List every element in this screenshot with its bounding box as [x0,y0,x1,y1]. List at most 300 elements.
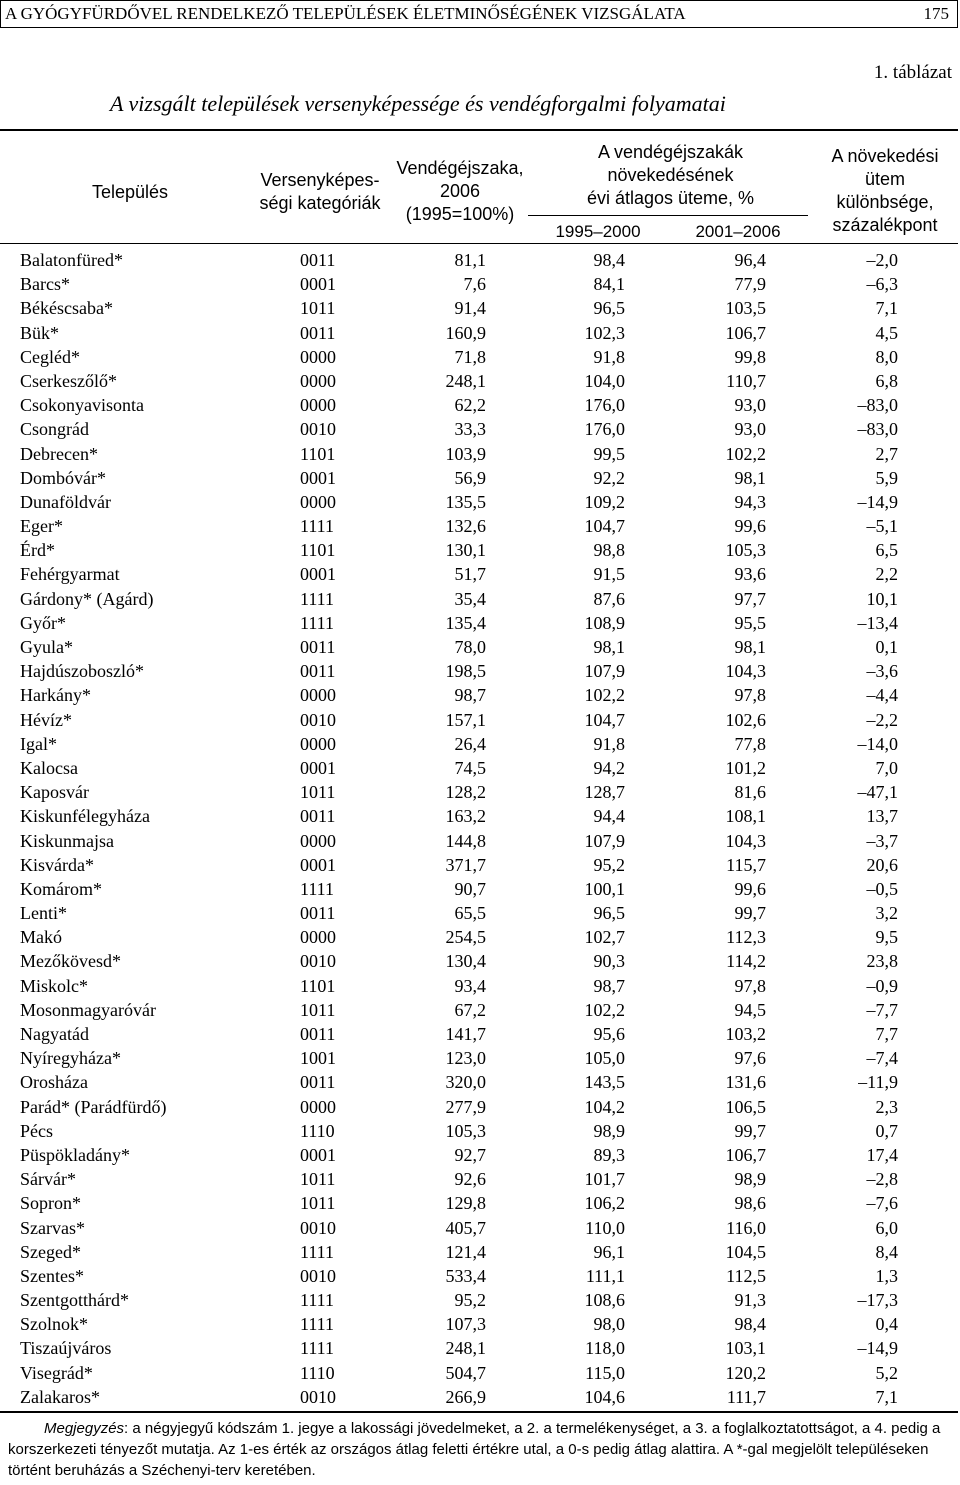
category-code: 0010 [300,951,336,972]
settlement-name: Csokonyavisonta [20,395,144,416]
nights-index: 371,7 [445,854,486,875]
growth-1995-2000: 176,0 [584,419,625,440]
table-row [0,732,958,756]
table-row [0,1070,958,1094]
growth-difference: –3,7 [866,830,898,851]
growth-difference: 7,7 [875,1024,898,1044]
growth-1995-2000: 89,3 [593,1144,625,1165]
nights-index: 105,3 [445,1120,486,1141]
growth-difference: 20,6 [866,854,898,875]
growth-difference: 13,7 [866,806,898,827]
table-row [0,1095,958,1119]
category-code: 1111 [300,878,334,899]
header-nights [385,157,535,226]
growth-1995-2000: 98,1 [593,637,625,657]
header-growth-line3: évi átlagos üteme, % [586,188,755,208]
growth-difference: –47,1 [857,782,898,803]
nights-index: 198,5 [445,661,486,682]
table-row [0,321,958,345]
growth-difference: –7,4 [866,1048,898,1069]
table-row [0,611,958,635]
growth-difference: –0,5 [866,878,898,899]
settlement-name: Harkány* [20,685,91,706]
nights-index: 533,4 [445,1265,486,1286]
growth-2001-2006: 97,7 [734,588,766,609]
category-code: 1101 [300,975,336,996]
settlement-name: Bük* [20,322,60,343]
table-row [0,829,958,853]
table-row [0,466,958,490]
table-row [0,683,958,707]
table-row [0,1167,958,1191]
settlement-name: Nagyatád [20,1024,89,1044]
nights-index: 277,9 [445,1096,486,1117]
category-code: 0000 [300,830,336,851]
category-code: 0001 [300,564,336,585]
growth-difference: –83,0 [857,419,898,440]
table-row [0,538,958,562]
growth-2001-2006: 77,9 [734,274,766,295]
table-row [0,1240,958,1264]
growth-2001-2006: 93,0 [734,419,766,440]
growth-1995-2000: 98,4 [593,250,625,270]
table-row [0,345,958,369]
category-code: 0011 [300,661,336,682]
growth-difference: 7,1 [875,1386,898,1407]
settlement-name: Sopron* [20,1193,82,1214]
category-code: 1001 [300,1048,336,1069]
header-difference-line2: ütem [864,169,906,189]
category-code: 1111 [300,1338,334,1359]
header-difference-line4: százalékpont [832,215,938,235]
table-row [0,1385,958,1409]
nights-index: 266,9 [445,1386,486,1407]
growth-1995-2000: 95,2 [593,854,625,875]
growth-2001-2006: 98,1 [734,637,766,657]
header-period-1: 1995–2000 [555,222,641,241]
category-code: 1011 [300,298,336,319]
growth-2001-2006: 97,8 [734,975,766,996]
header-top-rule [0,129,958,131]
header-difference-line3: különbsége, [836,192,934,212]
category-code: 0001 [300,467,336,488]
table-row [0,1216,958,1240]
growth-difference: 23,8 [866,951,898,972]
settlement-name: Dunaföldvár [20,491,111,512]
page-number: 175 [923,4,949,23]
header-difference-line1: A növekedési [831,146,939,166]
nights-index: 62,2 [454,395,486,416]
growth-1995-2000: 91,8 [593,733,625,754]
settlement-name: Hajdúszoboszló* [20,661,144,682]
growth-2001-2006: 81,6 [734,782,766,803]
category-code: 1011 [300,999,336,1020]
growth-difference: –2,2 [866,709,898,730]
growth-1995-2000: 104,7 [584,516,625,537]
nights-index: 81,1 [454,250,486,270]
settlement-name: Mosonmagyaróvár [20,999,156,1020]
growth-2001-2006: 99,6 [734,516,766,537]
nights-index: 130,4 [445,951,486,972]
growth-1995-2000: 96,5 [593,903,625,924]
settlement-name: Visegrád* [20,1362,93,1383]
growth-difference: –5,1 [866,516,898,537]
nights-index: 93,4 [454,975,486,996]
settlement-name: Mezőkövesd* [20,951,121,972]
category-code: 0011 [300,250,336,270]
growth-1995-2000: 115,0 [585,1362,625,1383]
settlement-name: Szolnok* [20,1314,89,1335]
table-bottom-rule [0,1411,958,1413]
growth-1995-2000: 84,1 [593,274,625,295]
growth-2001-2006: 94,3 [734,491,766,512]
growth-difference: –14,9 [857,491,898,512]
category-code: 0010 [300,1265,336,1286]
settlement-name: Komárom* [20,878,102,899]
growth-difference: –4,4 [866,685,898,706]
nights-index: 160,9 [445,322,486,343]
header-bottom-rule [0,243,958,244]
growth-2001-2006: 93,0 [734,395,766,416]
growth-1995-2000: 99,5 [593,443,625,464]
growth-difference: 6,8 [875,370,898,391]
footnote-label: Megjegyzés [44,1420,125,1437]
header-period-2: 2001–2006 [695,222,781,241]
header-category-line2: ségi kategóriák [259,193,381,213]
table-row [0,949,958,973]
growth-1995-2000: 96,1 [593,1241,625,1262]
growth-1995-2000: 128,7 [584,782,625,803]
growth-2001-2006: 108,1 [725,806,766,827]
footnote-text: : a négyjegyű kódszám 1. jegye a lakossági jövedelmeket, a 2. a termelékenységet, a 3. a foglalkoztatottságot, a 4. pedig a korszerkezeti tényezőt mutatja. Az 1-es érték az országos átlag feletti értékre utal, a 0-s pedig átlag alattira. A *-gal megjelölt településeken történt beruházás a Széchenyi-terv keretében. [8,1420,941,1479]
nights-index: 121,4 [445,1241,486,1262]
table-row [0,708,958,732]
growth-2001-2006: 99,8 [734,346,766,367]
settlement-name: Nyíregyháza* [20,1048,121,1069]
settlement-name: Kisvárda* [20,854,94,875]
growth-1995-2000: 104,2 [584,1096,625,1117]
growth-difference: 8,0 [875,346,898,367]
settlement-name: Hévíz* [20,709,72,730]
settlement-name: Tiszaújváros [20,1338,112,1359]
category-code: 0010 [300,419,336,440]
settlement-name: Csongrád [20,419,89,440]
nights-index: 405,7 [445,1217,486,1238]
growth-2001-2006: 103,5 [725,298,766,319]
category-code: 1101 [300,540,336,561]
footnote-paragraph [8,1418,954,1481]
table-row [0,877,958,901]
table-row [0,272,958,296]
nights-index: 163,2 [445,806,486,827]
growth-1995-2000: 143,5 [584,1072,625,1093]
growth-difference: –6,3 [866,274,898,295]
growth-1995-2000: 94,4 [593,806,625,827]
settlement-name: Miskolc* [20,975,89,996]
category-code: 1011 [300,1193,336,1214]
header-settlement-text: Település [91,182,169,202]
settlement-name: Barcs* [20,274,70,295]
growth-difference: 2,2 [875,564,898,585]
settlement-name: Szarvas* [20,1217,85,1238]
settlement-name: Kalocsa [20,757,78,778]
category-code: 0001 [300,274,336,295]
category-code: 1110 [300,1362,335,1383]
growth-2001-2006: 98,1 [734,467,766,488]
table-row [0,780,958,804]
category-code: 1110 [300,1120,335,1141]
category-code: 0011 [300,637,336,657]
nights-index: 26,4 [454,733,486,754]
category-code: 0000 [300,733,336,754]
settlement-name: Szentgotthárd* [20,1290,129,1311]
table-row [0,1312,958,1336]
growth-2001-2006: 96,4 [734,250,766,270]
table-number: 1. táblázat [873,62,952,83]
growth-1995-2000: 104,0 [584,370,625,391]
growth-1995-2000: 105,0 [584,1048,625,1069]
table-row [0,853,958,877]
growth-1995-2000: 108,6 [584,1290,625,1311]
growth-2001-2006: 98,6 [734,1193,766,1214]
growth-1995-2000: 111,1 [585,1265,625,1286]
footnote [8,1418,954,1481]
growth-2001-2006: 102,2 [725,443,766,464]
category-code: 0000 [300,370,336,391]
category-code: 0001 [300,757,336,778]
header-nights-line2: 2006 [439,181,481,201]
category-code: 1111 [300,612,334,633]
growth-1995-2000: 90,3 [593,951,625,972]
nights-index: 7,6 [463,274,486,295]
table-row [0,1191,958,1215]
category-code: 1011 [300,1169,336,1190]
growth-1995-2000: 94,2 [593,757,625,778]
running-header [0,0,958,28]
category-code: 0001 [300,1144,336,1165]
category-code: 0000 [300,491,336,512]
table-row [0,1046,958,1070]
header-settlement [60,181,200,204]
growth-difference: 3,2 [875,903,898,924]
nights-index: 103,9 [445,443,486,464]
nights-index: 504,7 [445,1362,486,1383]
settlement-name: Debrecen* [20,443,98,464]
growth-difference: –2,8 [866,1169,898,1190]
table-row [0,514,958,538]
nights-index: 129,8 [445,1193,486,1214]
settlement-name: Balatonfüred* [20,250,123,270]
table-title: A vizsgált települések versenyképessége és vendégforgalmi folyamatai [110,91,726,116]
table-row [0,1143,958,1167]
settlement-name: Cserkeszőlő* [20,370,117,391]
growth-difference: –14,0 [857,733,898,754]
growth-1995-2000: 91,5 [593,564,625,585]
header-growth-line2: növekedésének [607,165,734,185]
header-category [240,169,400,215]
nights-index: 92,7 [454,1144,486,1165]
growth-2001-2006: 102,6 [725,709,766,730]
table-row [0,1022,958,1046]
header-category-line1: Versenyképes- [260,170,380,190]
growth-difference: –3,6 [866,661,898,682]
growth-difference: –7,7 [866,999,898,1020]
settlement-name: Kaposvár [20,782,89,803]
growth-1995-2000: 104,7 [584,709,625,730]
growth-1995-2000: 96,5 [593,298,625,319]
growth-2001-2006: 120,2 [725,1362,766,1383]
category-code: 1111 [300,1290,334,1311]
category-code: 0000 [300,346,336,367]
growth-difference: –17,3 [857,1290,898,1311]
growth-2001-2006: 104,3 [725,830,766,851]
table-row [0,369,958,393]
category-code: 1111 [300,1314,334,1335]
nights-index: 71,8 [454,346,486,367]
settlement-name: Gárdony* (Agárd) [20,588,154,609]
nights-index: 135,5 [445,491,486,512]
category-code: 0000 [300,395,336,416]
running-header-title: A GYÓGYFÜRDŐVEL RENDELKEZŐ TELEPÜLÉSEK ÉLETMINŐSÉGÉNEK VIZSGÁLATA [5,4,686,23]
growth-2001-2006: 106,7 [725,322,766,343]
growth-2001-2006: 105,3 [725,540,766,561]
growth-1995-2000: 91,8 [593,346,625,367]
settlement-name: Sárvár* [20,1169,76,1190]
nights-index: 107,3 [445,1314,486,1335]
header-growth [548,141,793,210]
nights-index: 132,6 [445,516,486,537]
table-row [0,442,958,466]
settlement-name: Gyula* [20,637,73,657]
growth-2001-2006: 112,5 [726,1265,766,1286]
growth-1995-2000: 104,6 [584,1386,625,1407]
nights-index: 130,1 [445,540,486,561]
growth-difference: 6,0 [875,1217,898,1238]
table-row [0,562,958,586]
growth-2001-2006: 116,0 [726,1217,766,1238]
table-row [0,296,958,320]
growth-2001-2006: 91,3 [734,1290,766,1311]
table-row [0,587,958,611]
nights-index: 65,5 [454,903,486,924]
category-code: 0011 [300,903,336,924]
settlement-name: Kiskunmajsa [20,830,114,851]
table-header [0,129,958,245]
nights-index: 135,4 [445,612,486,633]
category-code: 0011 [300,806,336,827]
settlement-name: Fehérgyarmat [20,564,120,585]
growth-2001-2006: 106,5 [725,1096,766,1117]
table-row [0,925,958,949]
category-code: 1011 [300,782,336,803]
settlement-name: Pécs [20,1120,53,1141]
growth-difference: 7,1 [875,298,898,319]
nights-index: 92,6 [454,1169,486,1190]
nights-index: 91,4 [454,298,486,319]
settlement-name: Makó [20,927,62,948]
category-code: 0000 [300,927,336,948]
nights-index: 33,3 [454,419,486,440]
growth-difference: 2,3 [875,1096,898,1117]
table-row [0,1119,958,1143]
growth-2001-2006: 98,4 [734,1314,766,1335]
table-row [0,901,958,925]
category-code: 0011 [300,1072,336,1093]
settlement-name: Érd* [20,540,55,561]
nights-index: 78,0 [454,637,486,657]
settlement-name: Cegléd* [20,346,80,367]
category-code: 1101 [300,443,336,464]
growth-1995-2000: 92,2 [593,467,625,488]
growth-2001-2006: 93,6 [734,564,766,585]
growth-difference: 5,2 [875,1362,898,1383]
growth-2001-2006: 94,5 [734,999,766,1020]
category-code: 0001 [300,854,336,875]
nights-index: 248,1 [445,370,486,391]
settlement-name: Békéscsaba* [20,298,113,319]
table-row [0,659,958,683]
growth-difference: 2,7 [875,443,898,464]
growth-1995-2000: 107,9 [584,661,625,682]
growth-difference: 1,3 [875,1265,898,1286]
growth-2001-2006: 106,7 [725,1144,766,1165]
growth-difference: –13,4 [857,612,898,633]
settlement-name: Eger* [20,516,63,537]
growth-difference: –7,6 [866,1193,898,1214]
nights-index: 128,2 [445,782,486,803]
growth-1995-2000: 98,0 [593,1314,625,1335]
growth-2001-2006: 98,9 [734,1169,766,1190]
growth-2001-2006: 77,8 [734,733,766,754]
data-table [0,248,958,1409]
settlement-name: Püspökladány* [20,1144,130,1165]
table-row [0,393,958,417]
nights-index: 56,9 [454,467,486,488]
nights-index: 95,2 [454,1290,486,1311]
table-row [0,804,958,828]
growth-2001-2006: 103,1 [725,1338,766,1359]
growth-difference: –83,0 [857,395,898,416]
category-code: 0011 [300,1024,336,1044]
growth-2001-2006: 97,8 [734,685,766,706]
growth-1995-2000: 107,9 [584,830,625,851]
growth-difference: 0,1 [875,637,898,657]
nights-index: 90,7 [454,878,486,899]
growth-2001-2006: 104,5 [725,1241,766,1262]
category-code: 1111 [300,516,334,537]
nights-index: 123,0 [445,1048,486,1069]
growth-1995-2000: 95,6 [593,1024,625,1044]
growth-1995-2000: 118,0 [585,1338,625,1359]
growth-1995-2000: 106,2 [584,1193,625,1214]
growth-1995-2000: 98,9 [593,1120,625,1141]
growth-1995-2000: 109,2 [584,491,625,512]
table-row [0,248,958,272]
nights-index: 51,7 [454,564,486,585]
growth-1995-2000: 87,6 [593,588,625,609]
growth-1995-2000: 176,0 [584,395,625,416]
nights-index: 98,7 [454,685,486,706]
growth-difference: 17,4 [866,1144,898,1165]
growth-1995-2000: 101,7 [584,1169,625,1190]
category-code: 1111 [300,588,334,609]
growth-difference: 8,4 [875,1241,898,1262]
category-code: 0010 [300,1217,336,1238]
nights-index: 67,2 [454,999,486,1020]
category-code: 0010 [300,1386,336,1407]
header-difference [815,145,955,237]
settlement-name: Győr* [20,612,66,633]
